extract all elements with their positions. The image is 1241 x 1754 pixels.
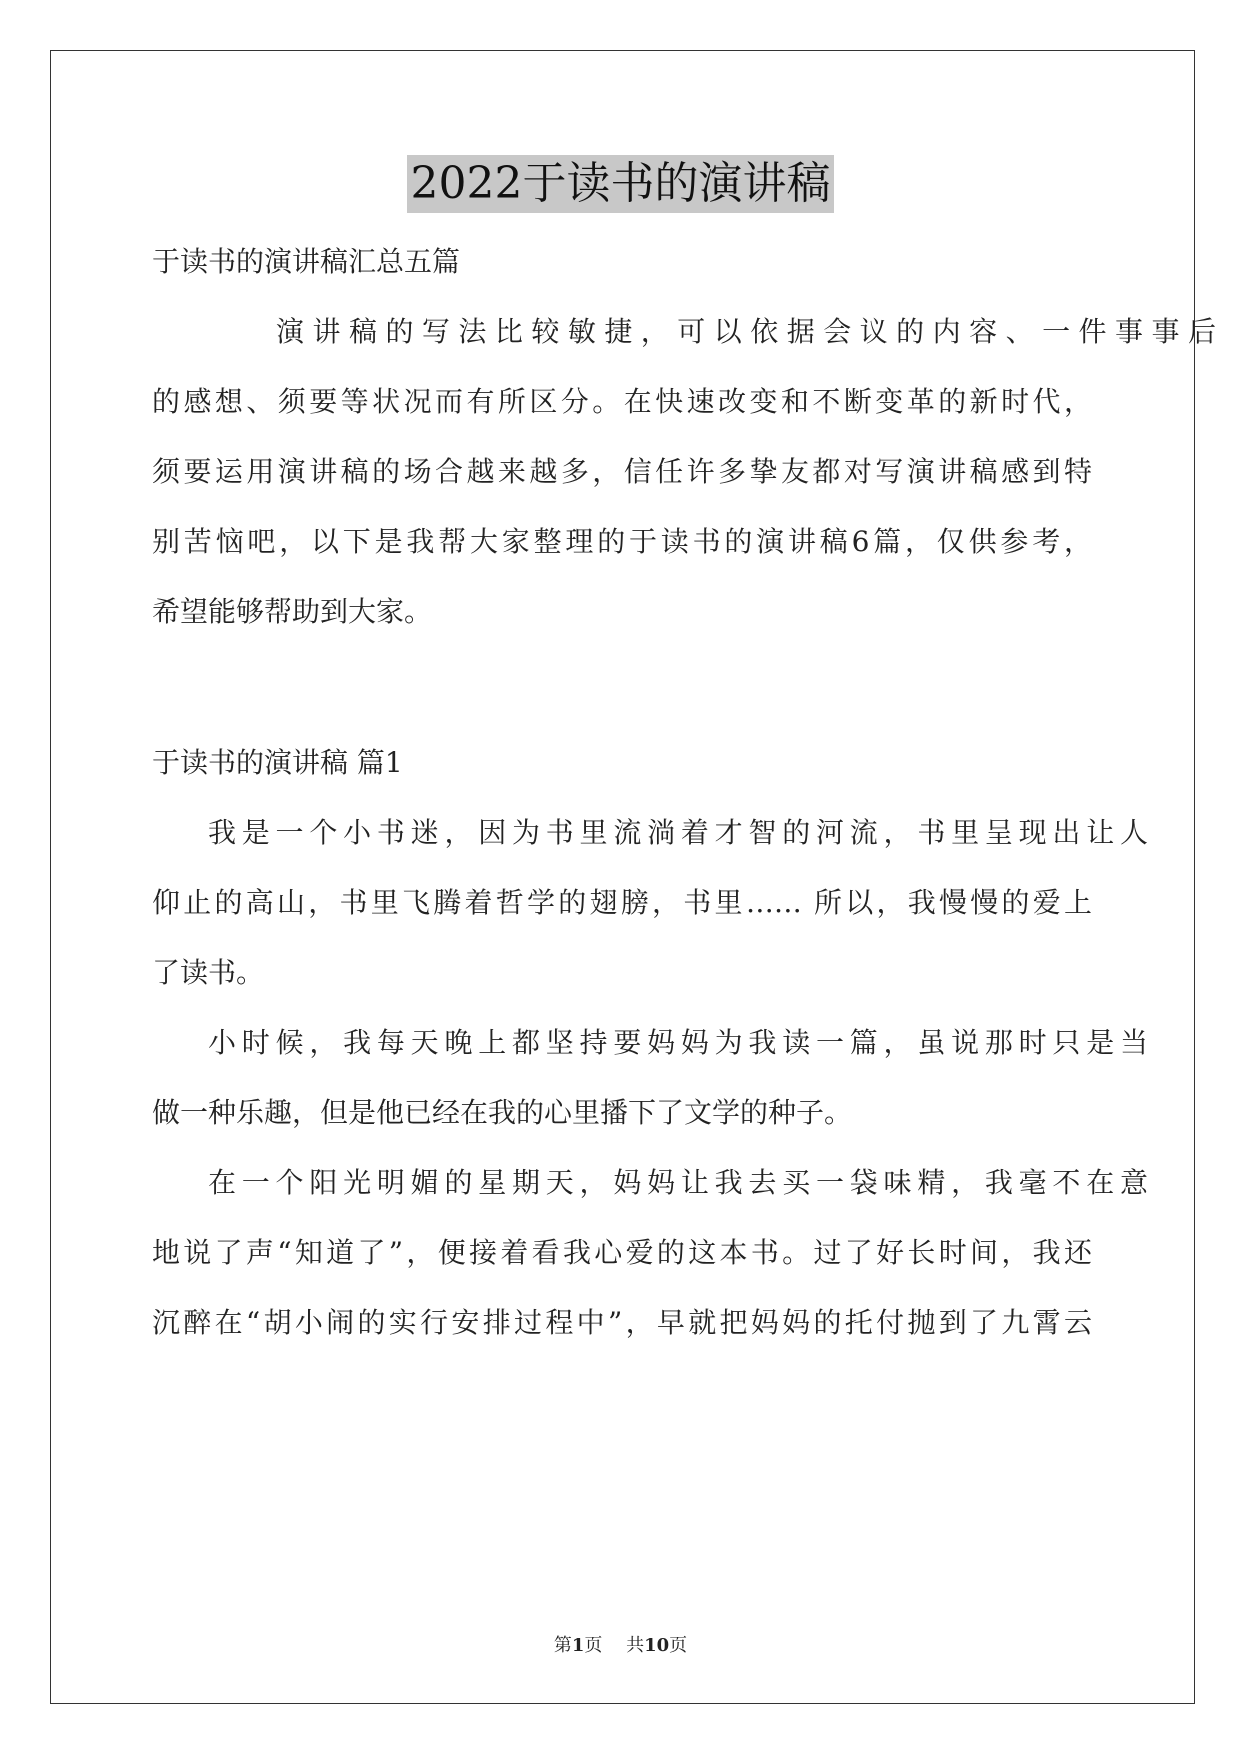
footer-middle: 页 共 xyxy=(584,1635,645,1656)
intro-line-5: 希望能够帮助到大家。 xyxy=(152,595,433,628)
title-wrap xyxy=(0,155,1241,213)
para2-line-2: 做一种乐趣，但是他已经在我的心里播下了文学的种子。 xyxy=(152,1096,853,1129)
para1-line-3: 了读书。 xyxy=(152,956,265,989)
page-footer xyxy=(0,1634,1241,1658)
footer-total-pages: 10 xyxy=(644,1635,670,1656)
section-heading: 于读书的演讲稿 篇1 xyxy=(152,746,403,779)
intro-line-4: 别苦恼吧，以下是我帮大家整理的于读书的演讲稿6篇，仅供参考， xyxy=(152,525,1092,558)
intro-line-2: 的感想、须要等状况而有所区分。在快速改变和不断变革的新时代， xyxy=(152,385,1092,418)
footer-page-number: 1 xyxy=(571,1635,585,1656)
para3-line-3: 沉醉在“胡小闹的实行安排过程中”，早就把妈妈的托付抛到了九霄云 xyxy=(152,1306,1092,1339)
footer-suffix: 页 xyxy=(669,1635,688,1656)
para3-line-2: 地说了声“知道了”，便接着看我心爱的这本书。过了好长时间，我还 xyxy=(152,1236,1092,1269)
document-subtitle: 于读书的演讲稿汇总五篇 xyxy=(152,245,461,278)
para3-line-1: 在一个阳光明媚的星期天，妈妈让我去买一袋味精，我毫不在意 xyxy=(208,1166,1148,1199)
footer-prefix: 第 xyxy=(553,1635,572,1656)
para1-line-1: 我是一个小书迷，因为书里流淌着才智的河流，书里呈现出让人 xyxy=(208,816,1148,849)
para1-line-2: 仰止的高山，书里飞腾着哲学的翅膀，书里…… 所以，我慢慢的爱上 xyxy=(152,886,1092,919)
document-title: 2022于读书的演讲稿 xyxy=(407,155,835,213)
para2-line-1: 小时候，我每天晚上都坚持要妈妈为我读一篇，虽说那时只是当 xyxy=(208,1026,1148,1059)
page-frame xyxy=(50,50,1195,1704)
intro-line-3: 须要运用演讲稿的场合越来越多，信任许多挚友都对写演讲稿感到特 xyxy=(152,455,1092,488)
intro-line-1: 演讲稿的写法比较敏捷，可以依据会议的内容、一件事事后 xyxy=(276,315,1216,348)
